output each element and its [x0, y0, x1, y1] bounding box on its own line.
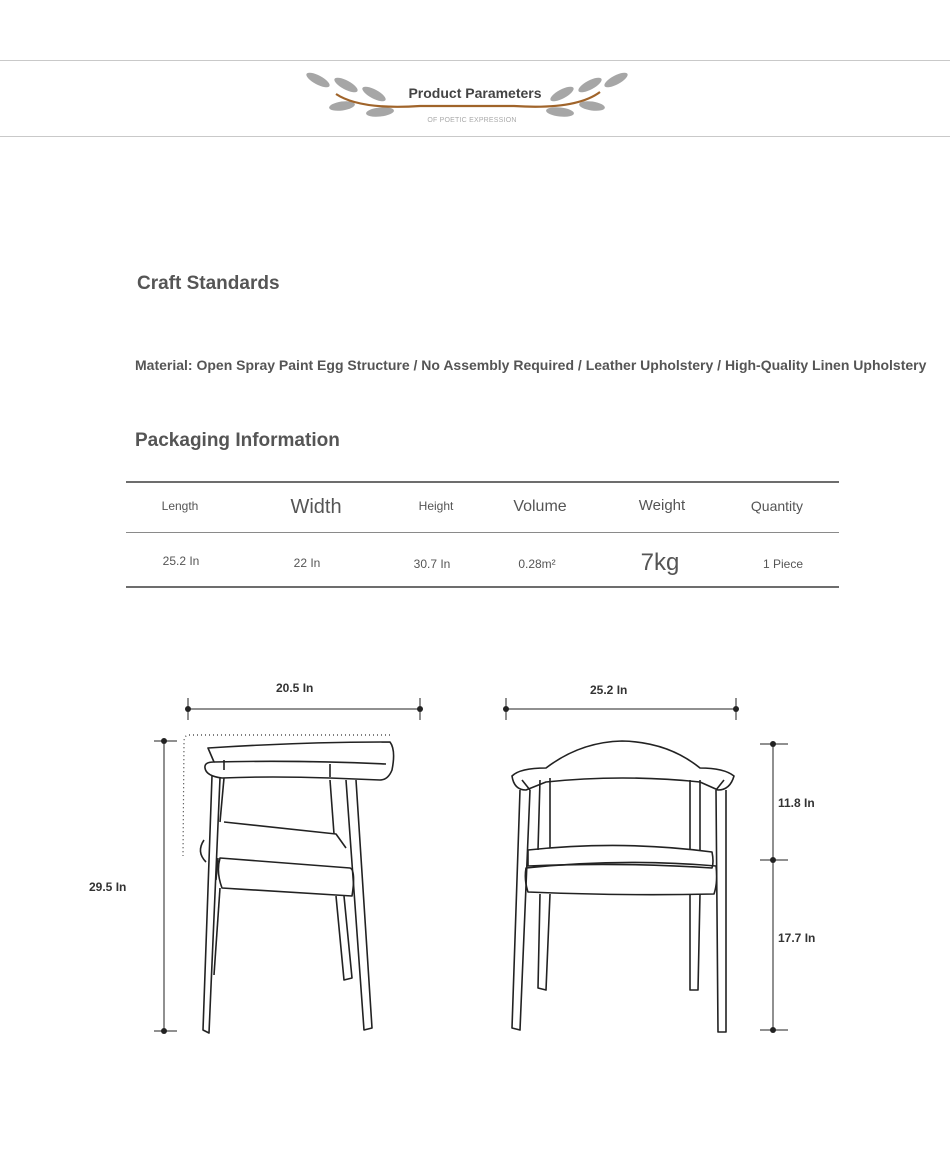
header-length: Length — [161, 499, 199, 513]
side-view-chair — [200, 742, 393, 1033]
table-mid-rule — [126, 532, 839, 533]
section-title: Product Parameters — [408, 85, 542, 101]
header-quantity: Quantity — [750, 498, 804, 514]
front-view-chair — [512, 741, 734, 1032]
side-width-label: 20.5 In — [276, 681, 314, 695]
header-height: Height — [418, 499, 454, 513]
header-bottom-rule — [0, 136, 950, 137]
front-width-label: 25.2 In — [590, 683, 628, 697]
value-width: 22 In — [293, 556, 321, 570]
material-description: Material: Open Spray Paint Egg Structure / No Assembly Required / Leather Upholstery / High-Quality Linen Upholstery — [135, 357, 927, 373]
value-volume: 0.28m² — [518, 557, 556, 571]
table-top-rule — [126, 481, 839, 483]
seat-height-label: 17.7 In — [778, 931, 816, 945]
header-volume: Volume — [513, 498, 567, 515]
back-height-label: 11.8 In — [778, 796, 815, 810]
value-height: 30.7 In — [413, 557, 451, 571]
header-width: Width — [290, 496, 342, 518]
header-top-rule — [0, 60, 950, 61]
section-subtitle: OF POETIC EXPRESSION — [427, 117, 517, 124]
side-height-label: 29.5 In — [89, 880, 127, 894]
table-bottom-rule — [126, 586, 839, 588]
craft-standards-heading: Craft Standards — [137, 273, 280, 294]
packaging-heading: Packaging Information — [135, 430, 340, 451]
value-weight: 7kg — [640, 549, 680, 576]
header-weight: Weight — [638, 497, 686, 514]
value-length: 25.2 In — [162, 554, 200, 568]
chair-dimension-diagram — [0, 640, 950, 1060]
value-quantity: 1 Piece — [762, 557, 804, 571]
